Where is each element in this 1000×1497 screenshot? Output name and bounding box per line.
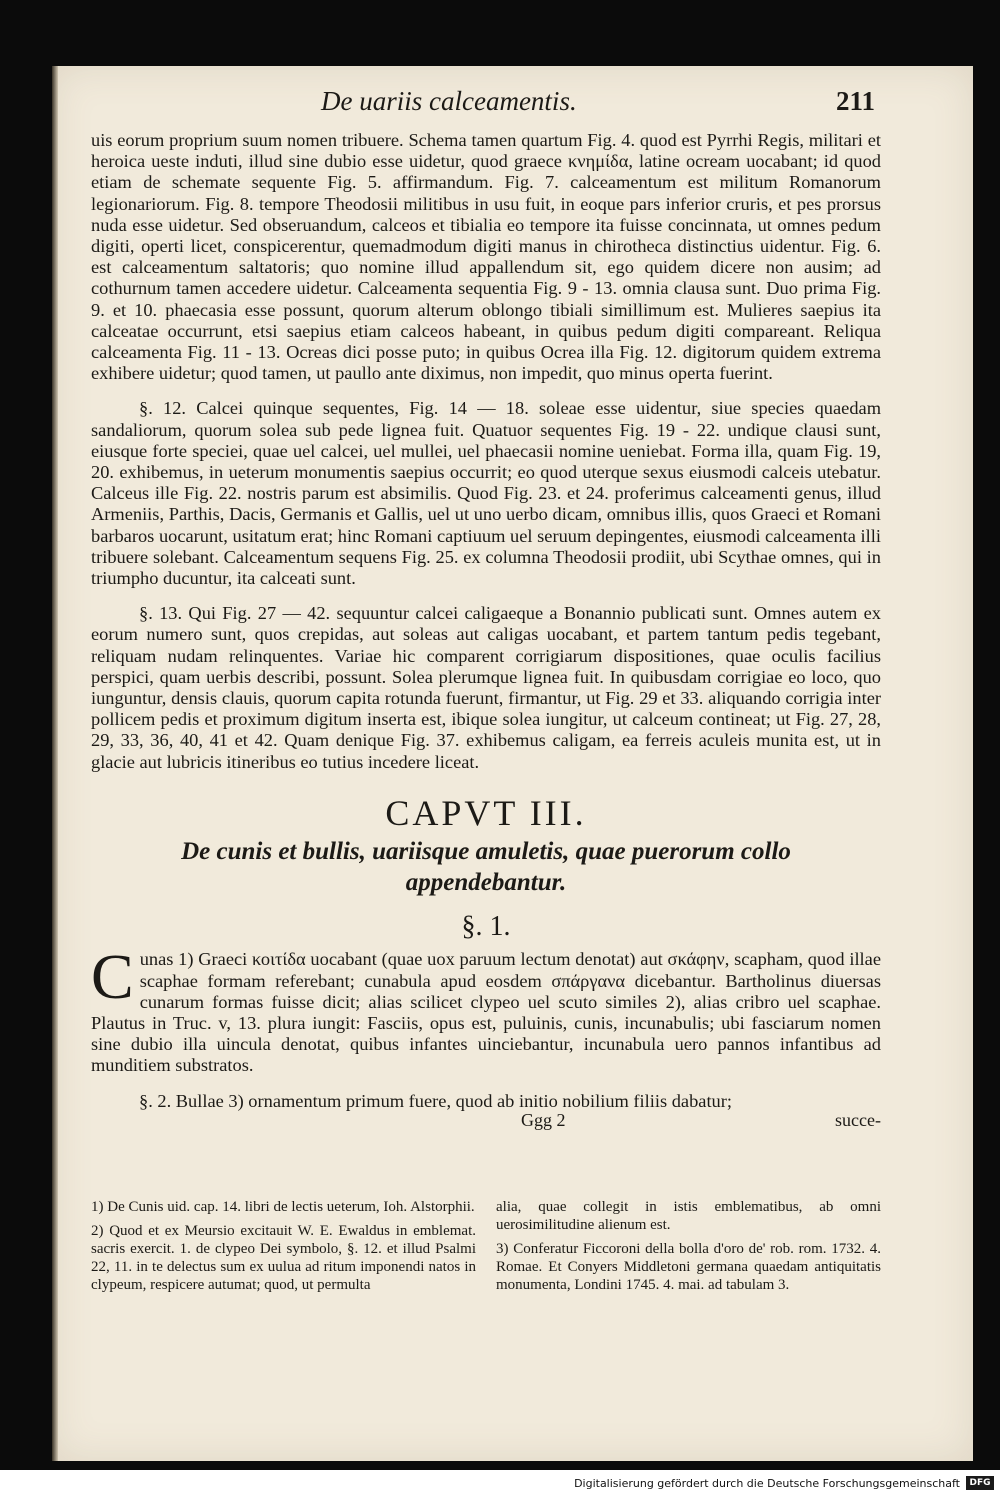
footnote-2-continued: alia, quae collegit in istis emblematibus, ab omni uerosimilitudine alienum est. — [496, 1199, 881, 1233]
chapter-subtitle: De cunis et bullis, uariisque amuletis, quae puerorum collo appendebantur. — [181, 838, 791, 897]
dfg-logo-icon[interactable]: DFG — [966, 1476, 994, 1490]
footnote-1: 1) De Cunis uid. cap. 14. libri de lectis ueterum, Ioh. Alstorphii. — [91, 1199, 475, 1215]
running-head — [91, 86, 875, 122]
footnote-2: 2) Quod et ex Meursio excitauit W. E. Ewaldus in emblemat. sacris exercit. 1. de clypeo Dei symbolo, §. 12. et illud Psalmi 22, 11. in te delectus sum ex uulua ad ritum imponendi natos in clypeum, respicere autumat; quod, ut permulta — [91, 1223, 476, 1293]
running-head-title: De uariis calceamentis. — [321, 86, 577, 116]
paragraph-section-13: §. 13. Qui Fig. 27 — 42. sequuntur calcei caligaeque a Bonannio publicati sunt. Omnes autem ex eorum numero sunt, quos crepidas, aut soleas aut caligas uocabant, et partem tantum pedis tegebant, reliquam nudam relinquentes. Variae hic comparent corrigiarum dispositiones, quae oculis facilius perspici, quam uerbis describi, possunt. Solea plerumque lignea fuit. In quibusdam corrigiae eo loco, quo iunguntur, densis clauis, quorum capita rotunda fuerunt, firmantur, ut Fig. 29 et 33. aliquando corrigia inter pollicem pedis et proximum digitum inserta est, ibique solea iungitur, ut calceum contineat; ut Fig. 27, 28, 29, 33, 36, 40, 41 et 42. Quam denique Fig. 37. exhibemus caligam, ea ferreis aculeis munita est, ut in glacie aut lubricis itineribus eo tutius incedere liceat. — [91, 603, 881, 772]
footer-bar — [0, 1470, 1000, 1497]
footnotes — [91, 1198, 881, 1300]
page-number: 211 — [835, 86, 875, 116]
signature-line — [91, 1110, 881, 1131]
drop-cap: C — [91, 941, 134, 1013]
book-page — [52, 66, 973, 1461]
paragraph-bullae: §. 2. Bullae 3) ornamentum primum fuere, quod ab initio nobilium filiis dabatur; — [139, 1090, 732, 1111]
paragraph-section-12: §. 12. Calcei quinque sequentes, Fig. 14 — 18. soleae esse uidentur, siue species quaedam sandaliorum, quorum solea sub pede lignea fuit. Quatuor sequentes Fig. 19 - 22. undique clausi sunt, eiusque forte speciei, quae uel calcei, uel mullei, uel phaecasii nomine ueniebat. Forma illa, quam Fig. 19, 20. exhibemus, in ueterum monumentis saepius occurrit; eo quod uterque sexus eiusmodi calceis utebatur. Calceus ille Fig. 22. nostris parum est absimilis. Quod Fig. 23. et 24. proferimus calceamenti genus, illud Armeniis, Parthis, Dacis, Germanis et Gallis, uel ut uno uerbo dicam, omnibus illis, quos Graeci et Romani barbaros uocarunt, usitatum erat; hinc Romani captiuum uel seruum depingentes, eiusmodi calceamenta illi tribuere solebant. Calceamentum sequens Fig. 25. ex columna Theodosii prodiit, ubi Scythae omnes, qui in triumpho ducuntur, ita calceati sunt. — [91, 398, 881, 589]
body-text — [91, 130, 881, 1131]
section-mark: §. 1. — [461, 911, 511, 943]
footnote-3: 3) Conferatur Ficcoroni della bolla d'oro de' rob. rom. 1732. 4. Romae. Et Conyers Middletoni germana quaedam antiquitatis monumenta, Londini 1745. 4. mai. ad tabulam 3. — [496, 1241, 881, 1293]
signature-mark: Ggg 2 — [521, 1109, 566, 1130]
funding-credit[interactable]: Digitalisierung gefördert durch die Deutsche Forschungsgemeinschaft — [574, 1477, 960, 1490]
paragraph-cunae — [91, 941, 881, 1076]
paragraph-continuation: uis eorum proprium suum nomen tribuere. Schema tamen quartum Fig. 4. quod est Pyrrhi Regis, militari et heroica ueste induti, illud sine dubio esse uidetur, quod graece κνημίδα, latine ocream uocabant; id quod etiam de schemate sequente Fig. 5. affirmandum. Fig. 7. calceamentum est militum Romanorum legionariorum. Fig. 8. tempore Theodosii militibus in usu fuit, in eoque pars inferior cruris, et pes prorsus nuda esse uidetur. Sed obseruandum, calceos et tibialia eo tempore ita fuisse concinnata, ut omnes pedum digiti, operti licet, conspicerentur, quemadmodum digiti manus in chirotheca distinctius uidentur. Fig. 6. est calceamentum saltatoris; quo nomine illud appallendum sit, ego quidem dicere non ausim; ad cothurnum tamen accedere uidetur. Calceamenta sequentia Fig. 9 - 13. omnia clausa sunt. Duo prima Fig. 9. et 10. phaecasia esse possunt, quorum alterum oblongo tibiali simillimum est. Mulieres saepius ita calceatae occurrunt, etsi saepius etiam calceos habeant, in quibus pedum digiti compareant. Reliqua calceamenta Fig. 11 - 13. Ocreas dici posse puto; in quibus Ocrea illa Fig. 12. digitorum quidem extrema exhibere uidetur; quod tamen, ut paullo ante diximus, non impedit, quo minus operta fuerint. — [91, 130, 881, 384]
page-spine-edge — [52, 66, 58, 1461]
catchword: succe- — [835, 1109, 881, 1130]
footnotes-right-column — [496, 1198, 881, 1300]
paragraph-cunae-text: unas 1) Graeci κοιτίδα uocabant (quae uox paruum lectum denotat) aut σκάφην, scapham, quod illae scaphae formam referebant; cunabula apud eosdem σπάργανα dicebantur. Bartholinus diuersas cunarum formas fuisse dicit; alias scilicet clypeo uel scuto similes 2), alias cribro uel scaphae. Plautus in Truc. v, 13. plura iungit: Fasciis, opus est, puluinis, cunis, incunabulis; ubi fasciarum nomen sine dubio illa uincula denotat, quibus infantes uinciebantur, incunabula uero pannos infantibus ad munditiem substratos. — [91, 949, 881, 1076]
chapter-heading: CAPVT III. — [385, 792, 587, 833]
footnotes-left-column — [91, 1198, 476, 1300]
